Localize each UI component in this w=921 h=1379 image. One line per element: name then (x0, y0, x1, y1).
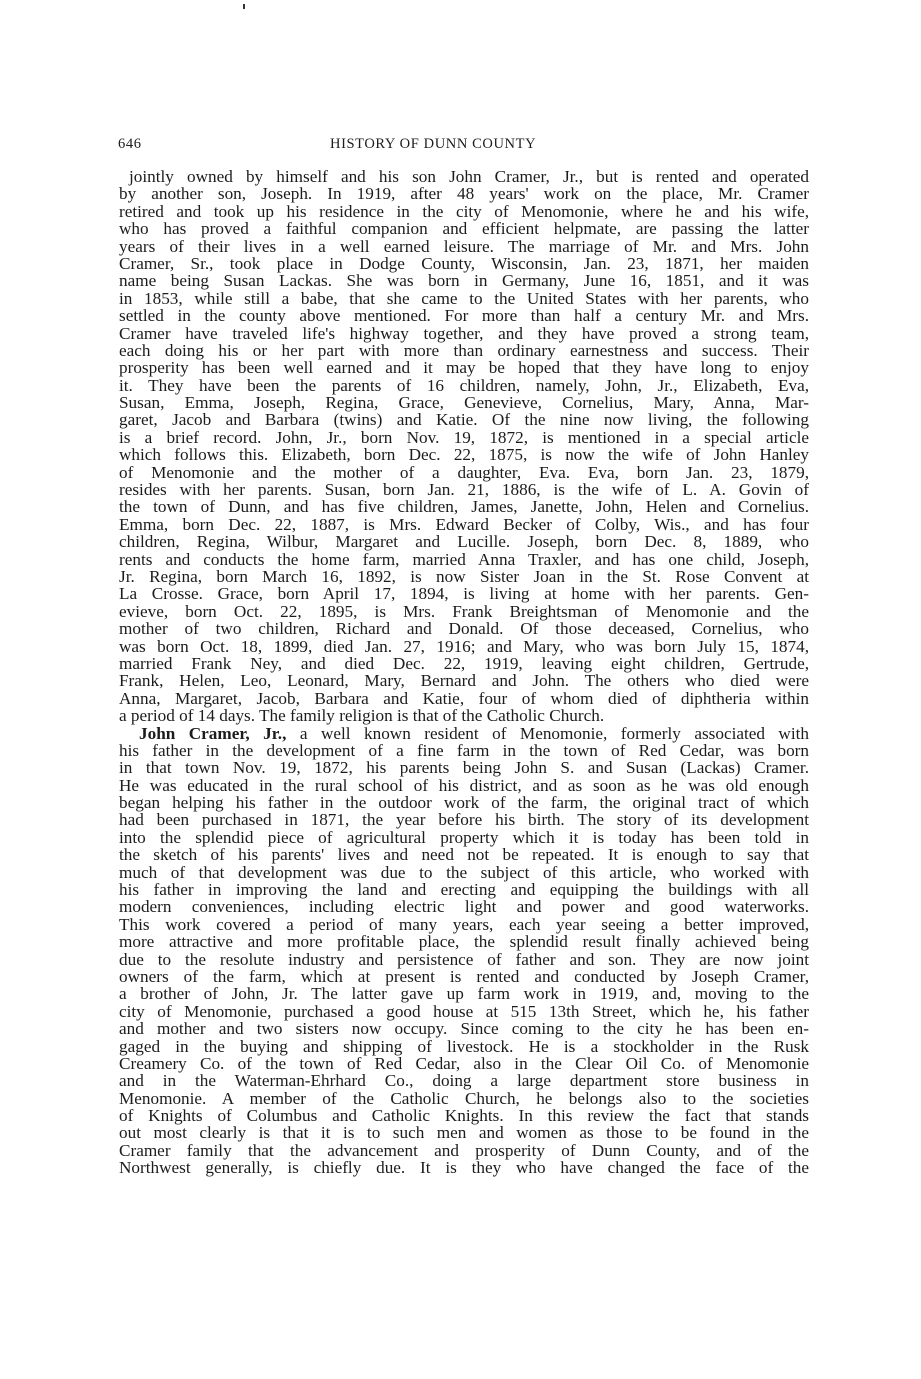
paragraph-john-cramer-jr (119, 725, 809, 1177)
text-line: settled in the county above mentioned. For more than half a century Mr. and Mrs. (119, 306, 809, 326)
text-line: Creamery Co. of the town of Red Cedar, also in the Clear Oil Co. of Menomonie (119, 1053, 809, 1073)
text-line: garet, Jacob and Barbara (twins) and Katie. Of the nine now living, the following (119, 410, 809, 430)
text-line: Emma, born Dec. 22, 1887, is Mrs. Edward Becker of Colby, Wis., and has four (119, 514, 809, 534)
paragraph-first-line (119, 725, 809, 742)
print-speck (243, 4, 245, 9)
text-line: Cramer, Sr., took place in Dodge County, Wisconsin, Jan. 23, 1871, her maiden (119, 253, 809, 273)
text-line: Anna, Margaret, Jacob, Barbara and Katie, four of whom died of diphtheria within (119, 688, 809, 708)
text-line: married Frank Ney, and died Dec. 22, 1919, leaving eight children, Gertrude, (119, 653, 809, 673)
first-line-text: a well known resident of Menomonie, formerly associated with (286, 723, 809, 743)
text-line: his father in the development of a fine farm in the town of Red Cedar, was born (119, 740, 809, 760)
text-line: name being Susan Lackas. She was born in Germany, June 16, 1851, and it was (119, 271, 809, 291)
text-line: more attractive and more profitable place, the splendid result finally achieved being (119, 932, 809, 952)
text-line: prosperity has been well earned and it may be hoped that they have long to enjoy (119, 358, 809, 378)
text-line: children, Regina, Wilbur, Margaret and Lucille. Joseph, born Dec. 8, 1889, who (119, 532, 809, 552)
text-line: Cramer family that the advancement and prosperity of Dunn County, and of the (119, 1140, 809, 1160)
text-line: which follows this. Elizabeth, born Dec. 22, 1875, is now the wife of John Hanley (119, 445, 809, 465)
paragraph-cramer-sr (119, 168, 809, 725)
text-line: had been purchased in 1871, the year before his birth. The story of its development (119, 810, 809, 830)
text-line: city of Menomonie, purchased a good house at 515 13th Street, which he, his father (119, 1001, 809, 1021)
text-line: Susan, Emma, Joseph, Regina, Grace, Genevieve, Cornelius, Mary, Anna, Mar- (119, 393, 809, 413)
text-line: years of their lives in a well earned leisure. The marriage of Mr. and Mrs. John (119, 236, 809, 256)
text-line: rents and conducts the home farm, married Anna Traxler, and has one child, Joseph, (119, 549, 809, 569)
body-text (119, 168, 809, 1177)
text-line: a brother of John, Jr. The latter gave up farm work in 1919, and, moving to the (119, 984, 809, 1004)
running-head (118, 136, 818, 158)
text-line: was born Oct. 18, 1899, died Jan. 27, 1916; and Mary, who was born July 15, 1874, (119, 636, 809, 656)
text-line: He was educated in the rural school of his district, and as soon as he was old enough (119, 775, 809, 795)
text-line: and in the Waterman-Ehrhard Co., doing a large department store business in (119, 1071, 809, 1091)
running-title: HISTORY OF DUNN COUNTY (330, 136, 537, 152)
text-line: the town of Dunn, and has five children, James, Janette, John, Helen and Cornelius. (119, 497, 809, 517)
text-line: Cramer have traveled life's highway together, and they have proved a strong team, (119, 323, 809, 343)
text-line: due to the resolute industry and persistence of father and son. They are now joint (119, 949, 809, 969)
page-number: 646 (118, 136, 142, 152)
text-line: it. They have been the parents of 16 children, namely, John, Jr., Elizabeth, Eva, (119, 375, 809, 395)
text-line: his father in improving the land and erecting and equipping the buildings with all (119, 880, 809, 900)
text-line: Frank, Helen, Leo, Leonard, Mary, Bernard and John. The others who died were (119, 671, 809, 691)
subject-name: John Cramer, Jr., (139, 723, 287, 743)
text-line: Northwest generally, is chiefly due. It is they who have changed the face of the (119, 1158, 809, 1178)
text-line: of Knights of Columbus and Catholic Knights. In this review the fact that stands (119, 1106, 809, 1126)
text-line: by another son, Joseph. In 1919, after 48 years' work on the place, Mr. Cramer (119, 184, 809, 204)
text-line: La Crosse. Grace, born April 17, 1894, is living at home with her parents. Gen- (119, 584, 809, 604)
text-line: Menomonie. A member of the Catholic Church, he belongs also to the societies (119, 1088, 809, 1108)
text-line: evieve, born Oct. 22, 1895, is Mrs. Frank Breightsman of Menomonie and the (119, 601, 809, 621)
text-line: and mother and two sisters now occupy. Since coming to the city he has been en- (119, 1019, 809, 1039)
text-line: much of that development was due to the subject of this article, who worked with (119, 862, 809, 882)
text-line: out most clearly is that it is to such men and women as those to be found in the (119, 1123, 809, 1143)
text-line: of Menomonie and the mother of a daughter, Eva. Eva, born Jan. 23, 1879, (119, 462, 809, 482)
text-line: who has proved a faithful companion and efficient helpmate, are passing the latter (119, 219, 809, 239)
text-line: This work covered a period of many years, each year seeing a better improved, (119, 914, 809, 934)
text-line: is a brief record. John, Jr., born Nov. 19, 1872, is mentioned in a special article (119, 427, 809, 447)
text-line: the sketch of his parents' lives and need not be repeated. It is enough to say that (119, 845, 809, 865)
text-line: began helping his father in the outdoor work of the farm, the original tract of which (119, 793, 809, 813)
text-line: modern conveniences, including electric light and power and good waterworks. (119, 897, 809, 917)
text-line: Jr. Regina, born March 16, 1892, is now Sister Joan in the St. Rose Convent at (119, 566, 809, 586)
text-line: into the splendid piece of agricultural property which it is today has been told in (119, 827, 809, 847)
text-line: jointly owned by himself and his son John Cramer, Jr., but is rented and operated (129, 167, 809, 186)
text-line: each doing his or her part with more than ordinary earnestness and success. Their (119, 340, 809, 360)
text-line: a period of 14 days. The family religion is that of the Catholic Church. (119, 706, 605, 726)
text-line: retired and took up his residence in the city of Menomonie, where he and his wife, (119, 201, 809, 221)
text-line: mother of two children, Richard and Donald. Of those deceased, Cornelius, who (119, 619, 809, 639)
text-line: owners of the farm, which at present is rented and conducted by Joseph Cramer, (119, 966, 809, 986)
text-line: resides with her parents. Susan, born Jan. 21, 1886, is the wife of L. A. Govin of (119, 480, 809, 500)
text-line: in 1853, while still a babe, that she came to the United States with her parents, who (119, 288, 809, 308)
text-line: in that town Nov. 19, 1872, his parents being John S. and Susan (Lackas) Cramer. (119, 758, 809, 778)
text-line: gaged in the buying and shipping of livestock. He is a stockholder in the Rusk (119, 1036, 809, 1056)
